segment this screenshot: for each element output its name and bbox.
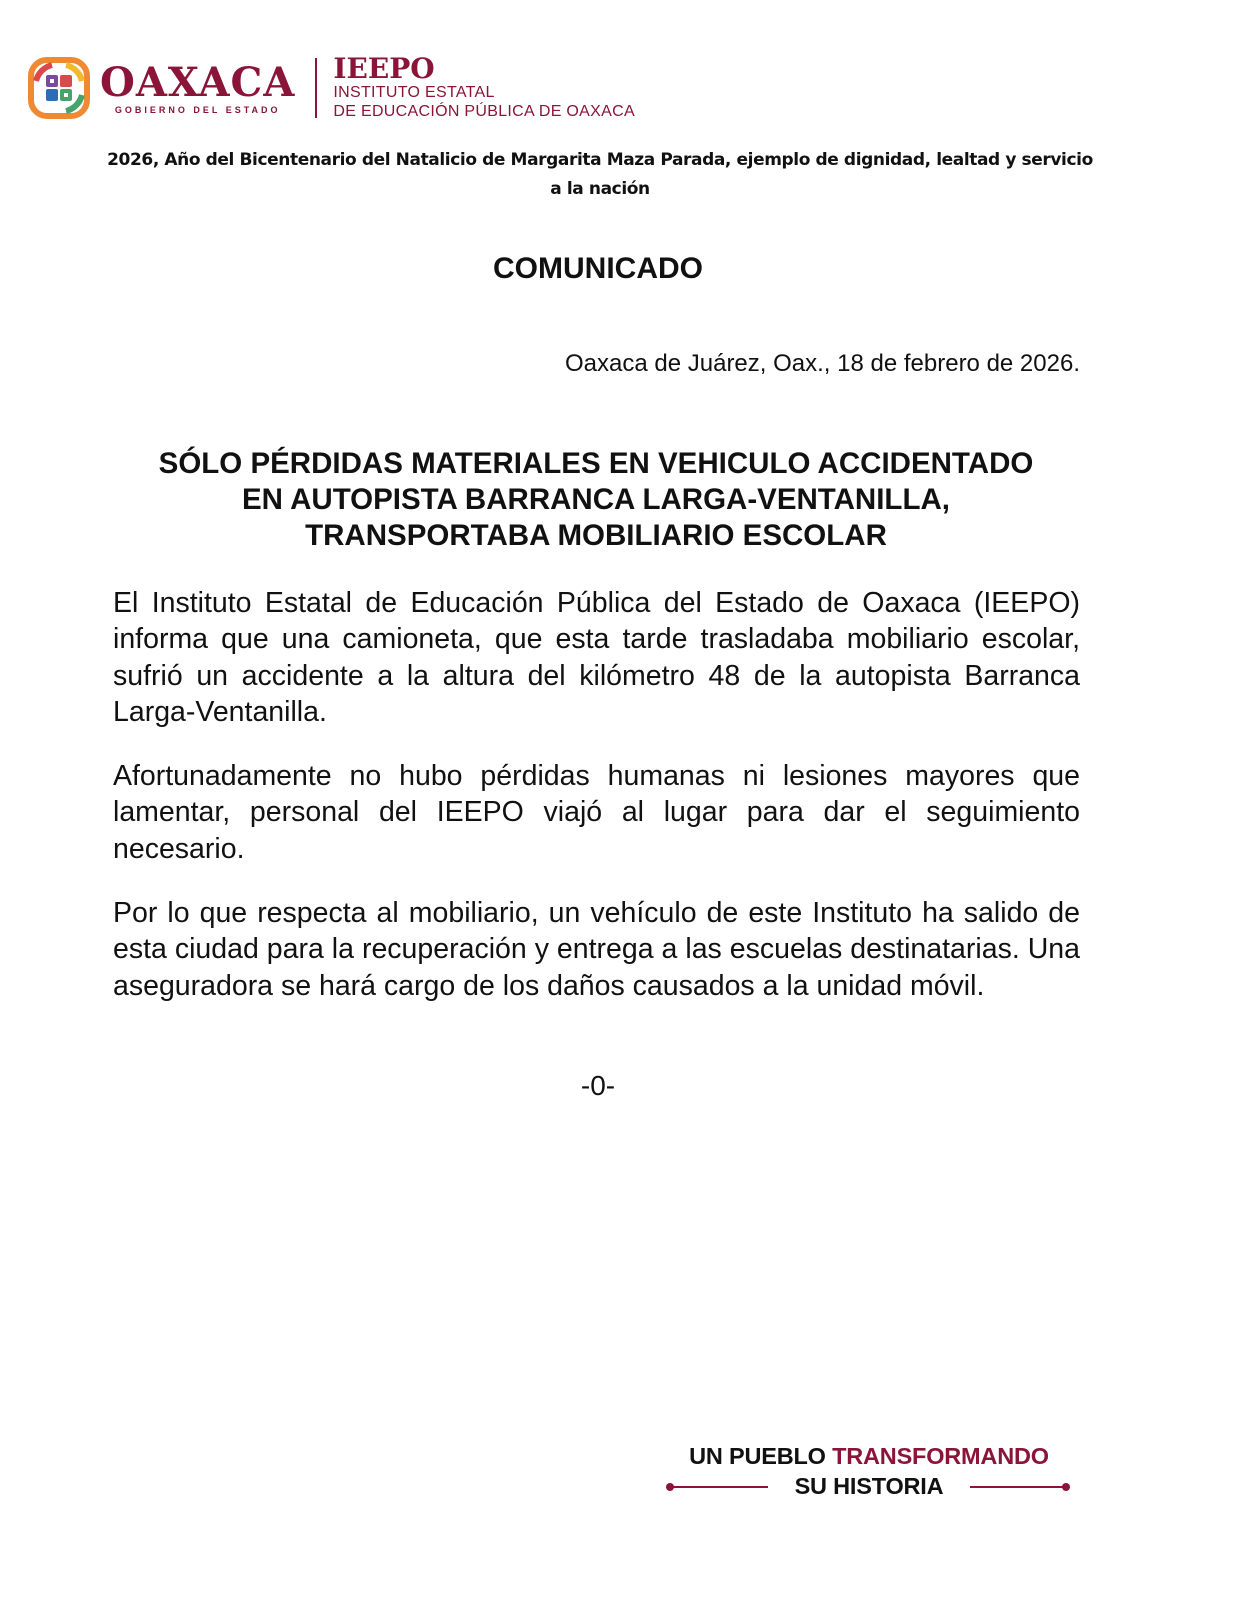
slogan-line1 <box>664 1443 1074 1470</box>
document-title: COMUNICADO <box>493 252 703 285</box>
oaxaca-emblem-icon <box>28 57 90 119</box>
slogan-dot-right <box>1062 1483 1070 1491</box>
slogan-line2: SU HISTORIA <box>794 1473 944 1499</box>
letterhead <box>28 52 635 124</box>
body-paragraph: Afortunadamente no hubo pérdidas humanas ni lesiones mayores que lamentar, personal del IEEPO viajó al lugar para dar el seguimiento necesario. <box>113 760 1080 865</box>
body-paragraph: El Instituto Estatal de Educación Pública del Estado de Oaxaca (IEEPO) informa que una camioneta, que esta tarde trasladaba mobiliario escolar, sufrió un accidente a la altura del kilómetro 48 de la autopista Barranca Larga-Ventanilla. <box>113 587 1080 729</box>
slogan-part1: UN PUEBLO <box>689 1443 826 1469</box>
headline-line1: SÓLO PÉRDIDAS MATERIALES EN VEHICULO ACCIDENTADO <box>158 447 1034 480</box>
headline <box>96 446 1096 554</box>
headline-line2: EN AUTOPISTA BARRANCA LARGA-VENTANILLA, <box>242 483 950 516</box>
headline-line3: TRANSPORTABA MOBILIARIO ESCOLAR <box>305 519 887 552</box>
slogan-rule-right <box>970 1486 1066 1488</box>
year-motto-line1: 2026, Año del Bicentenario del Natalicio de Margarita Maza Parada, ejemplo de dignidad, lealtad y servicio <box>107 150 1093 170</box>
ieepo-name-line1: INSTITUTO ESTATAL <box>333 84 495 101</box>
dateline: Oaxaca de Juárez, Oax., 18 de febrero de 2026. <box>565 350 1080 377</box>
body-paragraph: Por lo que respecta al mobiliario, un vehículo de este Instituto ha salido de esta ciudad para la recuperación y entrega a las escuelas destinatarias. Una aseguradora se hará cargo de los daños causados a la unidad móvil. <box>113 897 1080 1002</box>
footer-slogan <box>664 1443 1074 1507</box>
end-mark: -0- <box>580 1070 616 1101</box>
year-motto-line2: a la nación <box>550 179 650 199</box>
ieepo-acronym: IEEPO <box>333 52 435 85</box>
header-divider <box>315 58 317 118</box>
ieepo-logo <box>333 52 635 121</box>
ieepo-name-line2: DE EDUCACIÓN PÚBLICA DE OAXACA <box>333 103 635 120</box>
oaxaca-logo-subtitle: GOBIERNO DEL ESTADO <box>114 104 281 115</box>
slogan-part2: TRANSFORMANDO <box>832 1443 1049 1469</box>
oaxaca-logo-text: OAXACA <box>100 58 296 106</box>
oaxaca-logo <box>100 58 296 115</box>
year-motto <box>100 146 1100 204</box>
slogan-rule-left <box>670 1486 768 1488</box>
